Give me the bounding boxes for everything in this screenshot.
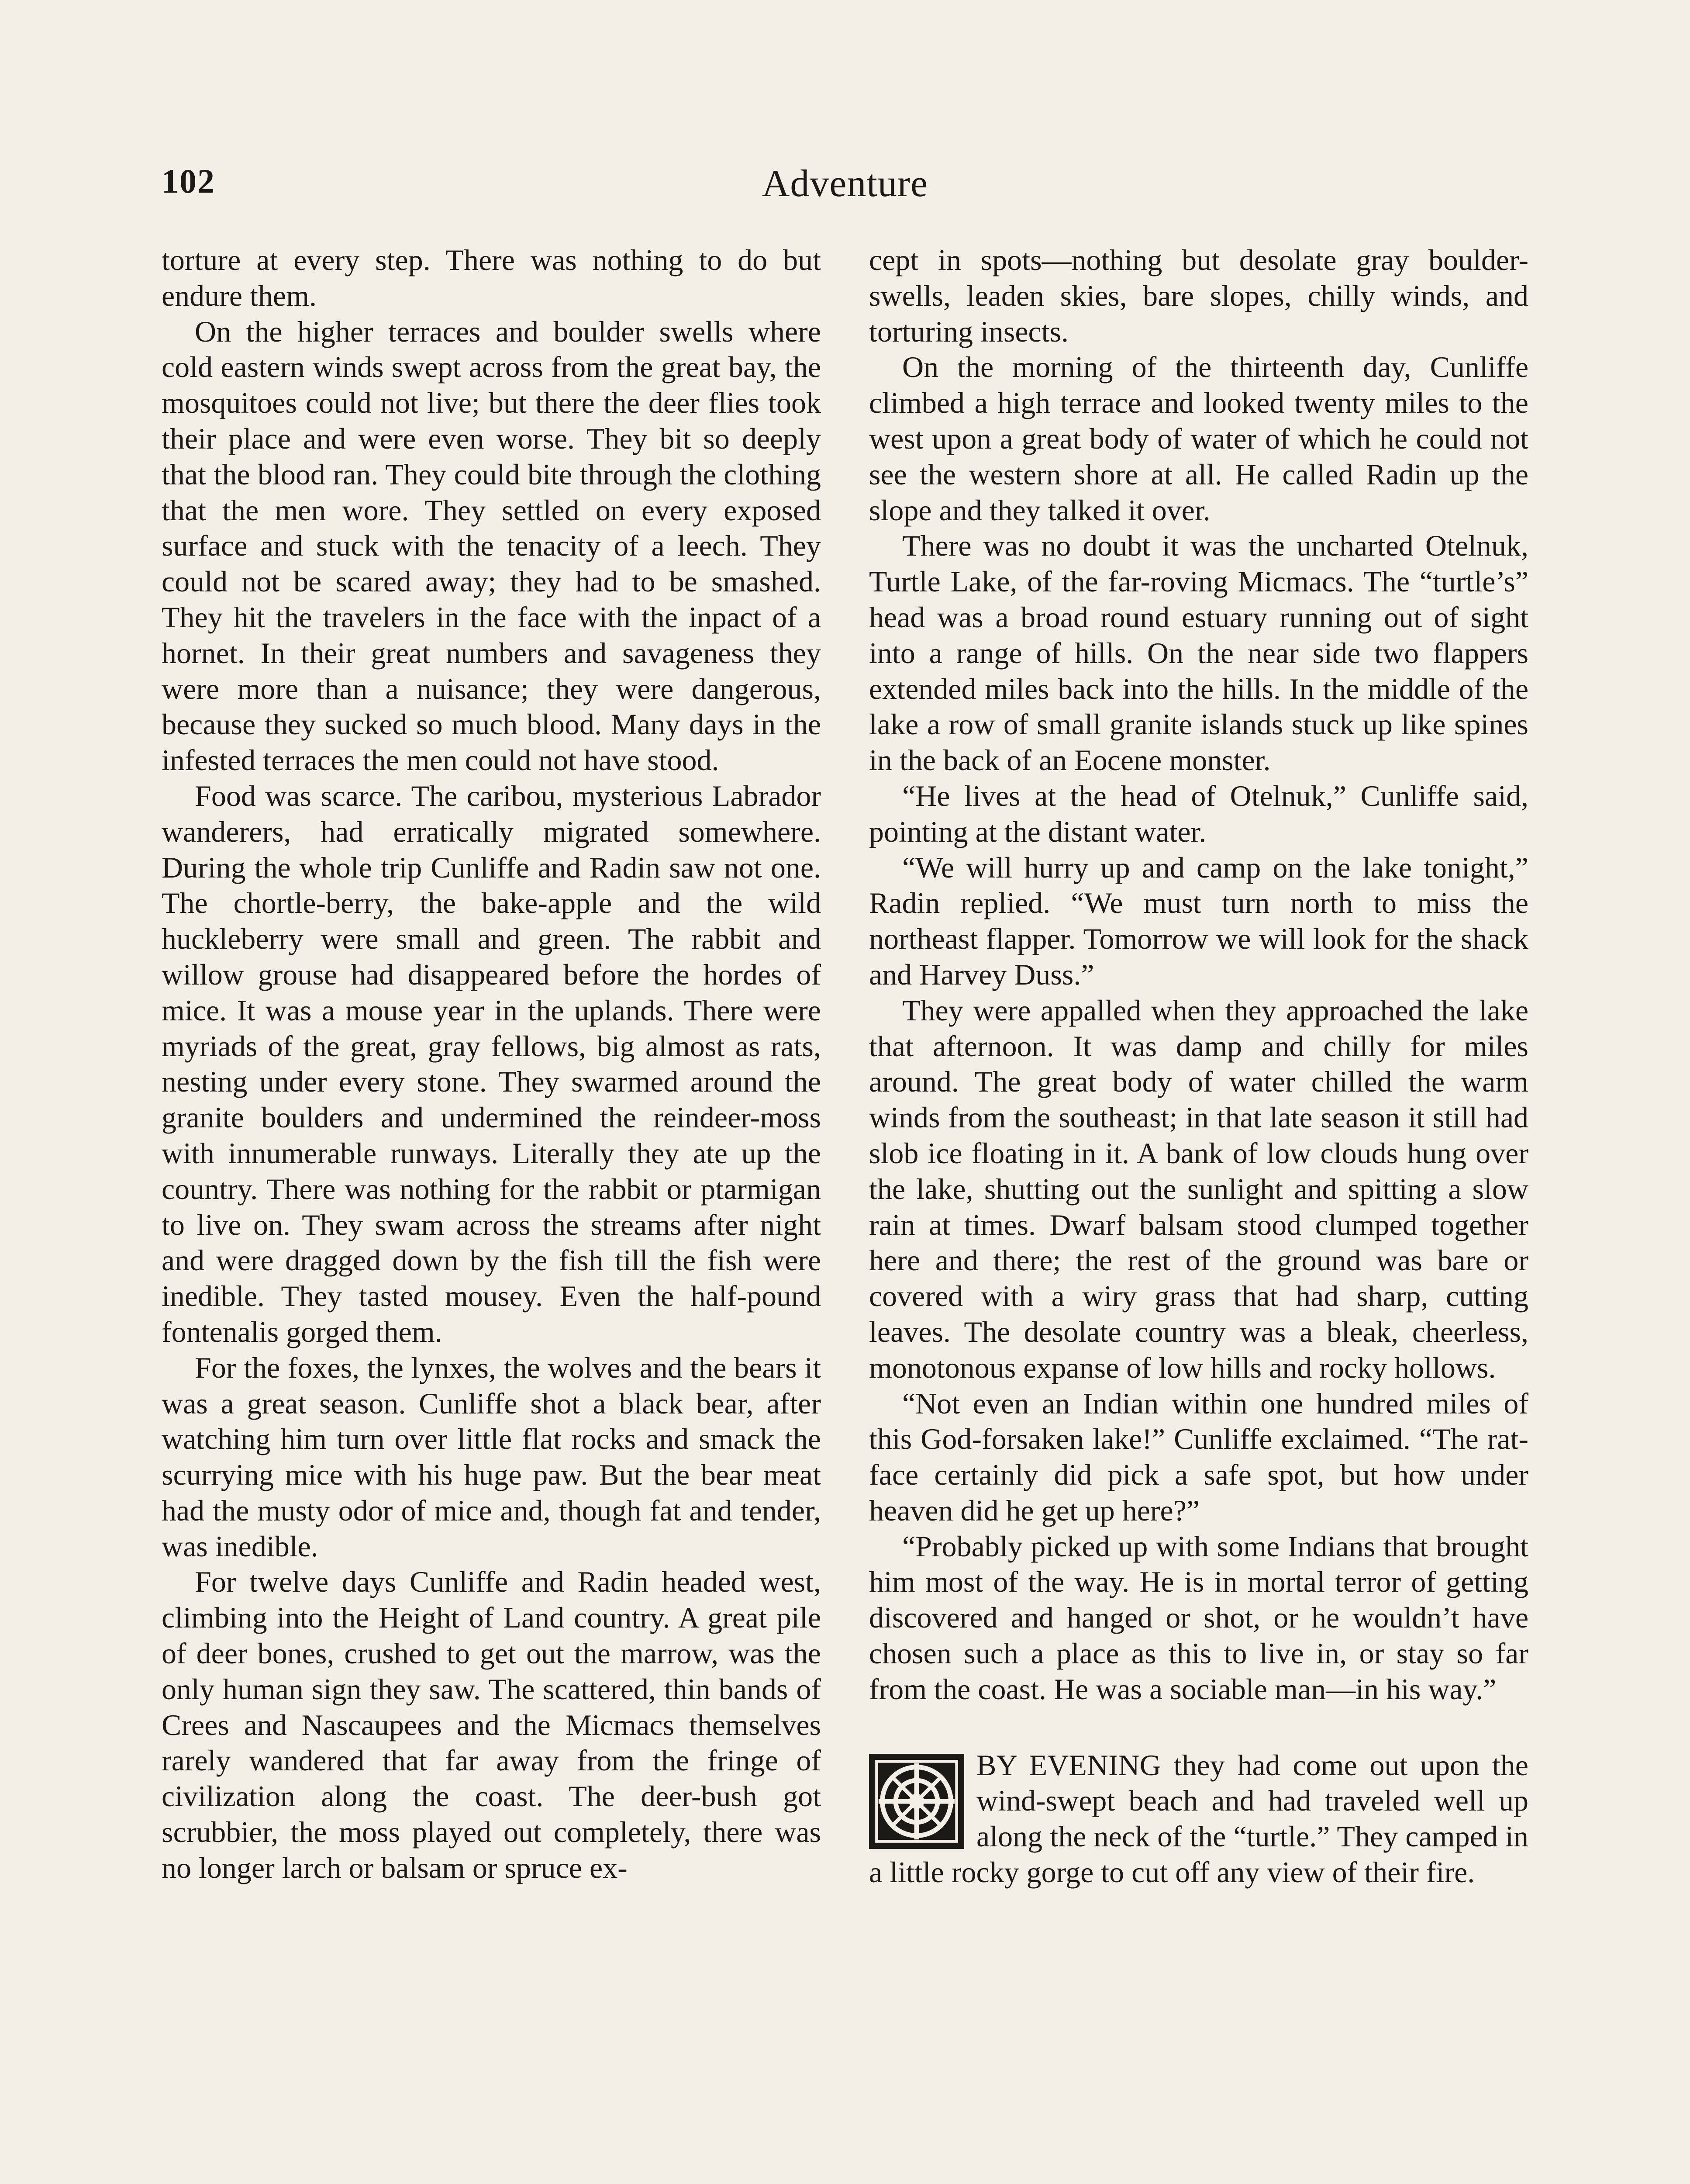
paragraph: “He lives at the head of Otelnuk,” Cunliffe said, pointing at the distant water. bbox=[869, 779, 1528, 848]
paragraph: “Not even an Indian within one hundred miles of this God-forsaken lake!” Cunliffe exclaimed. “The rat-face certainly did pick a safe spot, but how under heaven did he get up here?” bbox=[869, 1386, 1528, 1527]
paragraph: For the foxes, the lynxes, the wolves and the bears it was a great season. Cunliffe shot a black bear, after watching him turn over little flat rocks and smack the scurrying mice with his huge paw. But the bear meat had the musty odor of mice and, though fat and tender, was inedible. bbox=[162, 1351, 821, 1563]
paragraph: They were appalled when they approached the lake that afternoon. It was damp and chilly for miles around. The great body of water chilled the warm winds from the southeast; in that late season it still had slob ice floating in it. A bank of low clouds hung over the lake, shutting out the sunlight and spitting a slow rain at times. Dwarf balsam stood clumped together here and there; the rest of the ground was bare or covered with a wiry grass that had sharp, cutting leaves. The desolate country was a bleak, cheerless, monotonous expanse of low hills and rocky hollows. bbox=[869, 993, 1528, 1384]
section-text: BY EVENING they had come out upon the wind-swept beach and had traveled well up along the neck of the “turtle.” They camped in a little rocky gorge to cut off any view of their fire. bbox=[869, 1748, 1528, 1889]
magazine-title: Adventure bbox=[762, 162, 928, 205]
section-opening bbox=[869, 1748, 1528, 1890]
page-number: 102 bbox=[162, 162, 215, 200]
running-head bbox=[162, 162, 1528, 210]
paragraph: “Probably picked up with some Indians that brought him most of the way. He is in mortal terror of getting discovered and hanged or shot, or he wouldn’t have chosen such a place as this to live in, or stay so far from the coast. He was a sociable man—in his way.” bbox=[869, 1529, 1528, 1706]
paragraph: There was no doubt it was the uncharted Otelnuk, Turtle Lake, of the far-roving Micmacs. The “turtle’s” head was a broad round estuary running out of sight into a range of hills. On the near side two flappers extended miles back into the hills. In the middle of the lake a row of small granite islands stuck up like spines in the back of an Eocene monster. bbox=[869, 529, 1528, 777]
left-column bbox=[162, 242, 821, 2184]
paragraph: cept in spots—nothing but desolate gray boulder-swells, leaden skies, bare slopes, chilly winds, and torturing insects. bbox=[869, 243, 1528, 348]
right-column bbox=[869, 242, 1528, 2184]
paragraph: On the higher terraces and boulder swells where cold eastern winds swept across from the great bay, the mosquitoes could not live; but there the deer flies took their place and were even worse. They bit so deeply that the blood ran. They could bite through the clothing that the men wore. They settled on every exposed surface and stuck with the tenacity of a leech. They could not be scared away; they had to be smashed. They hit the travelers in the face with the inpact of a hornet. In their great numbers and savageness they were more than a nuisance; they were dangerous, because they sucked so much blood. Many days in the infested terraces the men could not have stood. bbox=[162, 314, 821, 777]
paragraph: “We will hurry up and camp on the lake tonight,” Radin replied. “We must turn north to miss the northeast flapper. Tomorrow we will look for the shack and Harvey Duss.” bbox=[869, 850, 1528, 991]
celtic-knot-ornament-icon bbox=[869, 1754, 964, 1849]
paragraph: For twelve days Cunliffe and Radin headed west, climbing into the Height of Land country. A great pile of deer bones, crushed to get out the marrow, was the only human sign they saw. The scattered, thin bands of Crees and Nascaupees and the Micmacs themselves rarely wandered that far away from the fringe of civilization along the coast. The deer-bush got scrubbier, the moss played out completely, there was no longer larch or balsam or spruce ex- bbox=[162, 1565, 821, 1884]
paragraph: torture at every step. There was nothing to do but endure them. bbox=[162, 243, 821, 312]
paragraph: On the morning of the thirteenth day, Cunliffe climbed a high terrace and looked twenty miles to the west upon a great body of water of which he could not see the western shore at all. He called Radin up the slope and they talked it over. bbox=[869, 350, 1528, 527]
paragraph: Food was scarce. The caribou, mysterious Labrador wanderers, had erratically migrated somewhere. During the whole trip Cunliffe and Radin saw not one. The chortle-berry, the bake-apple and the wild huckleberry were small and green. The rabbit and willow grouse had disappeared before the hordes of mice. It was a mouse year in the uplands. There were myriads of the great, gray fellows, big almost as rats, nesting under every stone. They swarmed around the granite boulders and undermined the reindeer-moss with innumerable runways. Literally they ate up the country. There was nothing for the rabbit or ptarmigan to live on. They swam across the streams after night and were dragged down by the fish till the fish were inedible. They tasted mousey. Even the half-pound fontenalis gorged them. bbox=[162, 779, 821, 1348]
